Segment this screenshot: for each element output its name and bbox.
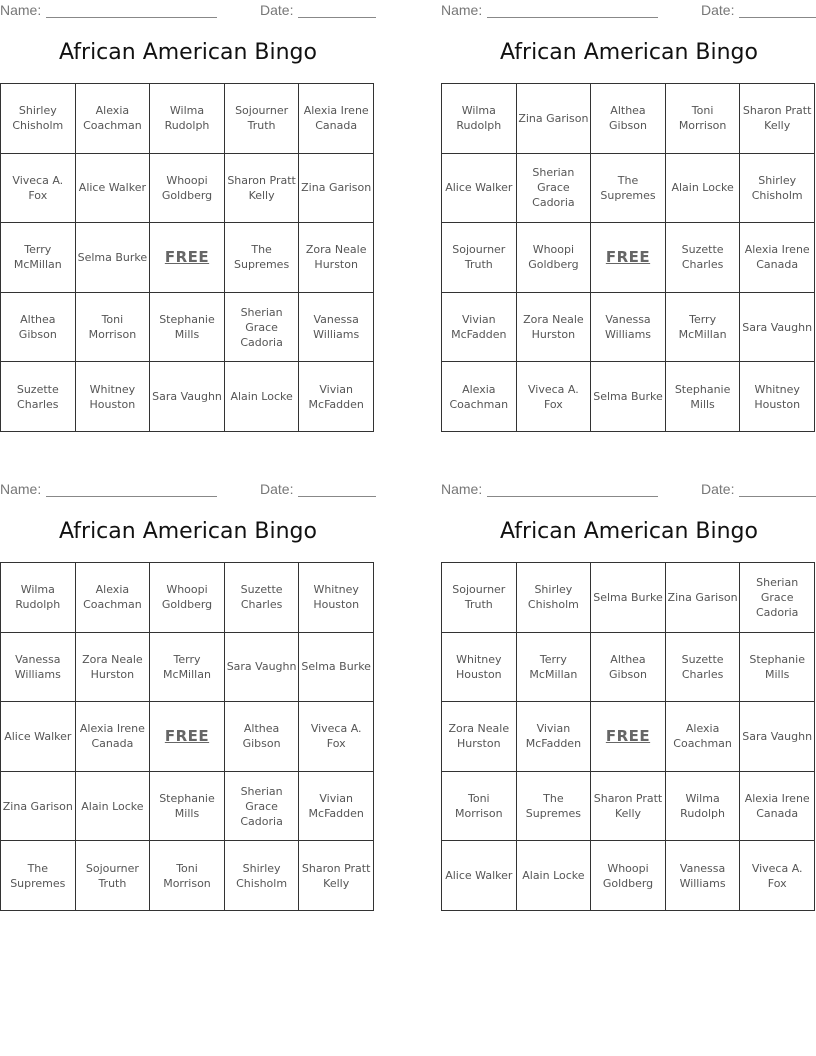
bingo-cell-label: Sojourner Truth [85, 861, 139, 890]
bingo-cell [76, 223, 151, 293]
bingo-grid [0, 562, 374, 911]
bingo-cell-label: Althea Gibson [608, 104, 647, 133]
bingo-cell-label: Vivian McFadden [451, 313, 507, 342]
bingo-cell [740, 84, 815, 154]
bingo-cell-label: Alain Locke [81, 799, 144, 813]
free-space-label: FREE [164, 726, 210, 745]
name-label: Name: [0, 481, 42, 497]
bingo-cell-label: Sherian Grace Cadoria [240, 784, 283, 828]
bingo-cell-label: Alice Walker [445, 869, 513, 883]
bingo-cell-label: Wilma Rudolph [15, 583, 61, 612]
bingo-grid [441, 562, 815, 911]
bingo-cell-label: Stephanie Mills [749, 652, 805, 681]
bingo-grid [441, 83, 815, 432]
bingo-cell-label: Alice Walker [4, 729, 72, 743]
bingo-cell-label: Selma Burke [77, 250, 148, 264]
card-title: African American Bingo [59, 519, 317, 544]
bingo-cell-label: Whoopi Goldberg [161, 173, 213, 202]
bingo-cell-label: Selma Burke [593, 390, 663, 404]
name-blank-line [46, 496, 217, 497]
bingo-cell [76, 84, 151, 154]
bingo-cell-label: Shirley Chisholm [12, 104, 64, 133]
bingo-cell-label: Sara Vaughn [742, 320, 813, 334]
name-date-row [441, 2, 816, 20]
bingo-cell-label: Toni Morrison [455, 792, 503, 821]
bingo-cell-label: Sherian Grace Cadoria [240, 305, 283, 349]
bingo-cell [591, 563, 666, 633]
bingo-cell [76, 702, 151, 772]
bingo-cell [1, 223, 76, 293]
bingo-cell-label: Alexia Irene Canada [79, 722, 145, 751]
bingo-cell-label: Toni Morrison [678, 104, 727, 133]
free-space-cell [150, 702, 225, 772]
bingo-cell [740, 154, 815, 224]
bingo-cell [225, 84, 300, 154]
bingo-cell-label: Sara Vaughn [742, 729, 813, 743]
bingo-cell-label: Vivian McFadden [525, 722, 582, 751]
bingo-cell [225, 293, 300, 363]
bingo-cell [517, 223, 592, 293]
bingo-cell-label: Sara Vaughn [226, 660, 297, 674]
bingo-cell-label: Alexia Irene Canada [744, 792, 810, 821]
bingo-card [0, 0, 376, 440]
bingo-card [441, 0, 816, 440]
bingo-cell [225, 362, 300, 432]
bingo-cell-label: Alexia Irene Canada [744, 243, 810, 272]
bingo-cell-label: Zina Garison [2, 799, 73, 813]
bingo-cell [150, 84, 225, 154]
bingo-cell-label: Althea Gibson [242, 722, 281, 751]
bingo-cell-label: Sharon Pratt Kelly [301, 861, 371, 890]
bingo-cell [150, 293, 225, 363]
bingo-cell-label: Zina Garison [667, 590, 738, 604]
bingo-cell [299, 772, 374, 842]
bingo-grid [0, 83, 374, 432]
bingo-cell-label: Viveca A. Fox [528, 382, 579, 411]
bingo-cell-label: Zora Neale Hurston [82, 652, 143, 681]
bingo-cell [150, 154, 225, 224]
bingo-cell-label: Whoopi Goldberg [602, 861, 654, 890]
bingo-cell [666, 293, 741, 363]
bingo-card [441, 479, 816, 919]
bingo-cell-label: Terry McMillan [163, 652, 211, 681]
bingo-cell [150, 563, 225, 633]
bingo-cell [740, 633, 815, 703]
bingo-cell-label: Stephanie Mills [159, 792, 215, 821]
bingo-cell-label: Shirley Chisholm [751, 173, 803, 202]
bingo-cell [591, 84, 666, 154]
bingo-cell [740, 293, 815, 363]
date-blank-line [298, 496, 376, 497]
bingo-cell-label: Zina Garison [518, 111, 589, 125]
bingo-cell-label: Vivian McFadden [308, 792, 364, 821]
bingo-cell-label: Alain Locke [522, 869, 585, 883]
bingo-cell [150, 362, 225, 432]
bingo-cell-label: Suzette Charles [681, 243, 724, 272]
bingo-cell [666, 84, 741, 154]
name-label: Name: [441, 2, 483, 18]
bingo-cell-label: Terry McMillan [678, 313, 727, 342]
bingo-cell-label: Shirley Chisholm [527, 583, 579, 612]
bingo-cell-label: Alice Walker [78, 181, 146, 195]
bingo-cell-label: Stephanie Mills [674, 382, 731, 411]
free-space-label: FREE [164, 247, 210, 266]
bingo-cell-label: Sharon Pratt Kelly [593, 792, 663, 821]
name-blank-line [487, 17, 658, 18]
bingo-cell [1, 702, 76, 772]
bingo-cell-label: Sojourner Truth [452, 583, 506, 612]
bingo-cell [517, 293, 592, 363]
bingo-cell [1, 841, 76, 911]
bingo-cell [76, 293, 151, 363]
bingo-cell-label: Whitney Houston [89, 382, 136, 411]
free-space-cell [591, 223, 666, 293]
name-label: Name: [0, 2, 42, 18]
bingo-cell-label: Alexia Irene Canada [303, 104, 369, 133]
name-date-row [0, 481, 376, 499]
bingo-cell [591, 841, 666, 911]
bingo-cell [442, 563, 517, 633]
bingo-cell [76, 841, 151, 911]
name-label: Name: [441, 481, 483, 497]
bingo-cell-label: Vanessa Williams [604, 313, 652, 342]
bingo-cell [299, 633, 374, 703]
bingo-cell [1, 362, 76, 432]
bingo-cell [591, 362, 666, 432]
bingo-cell [150, 772, 225, 842]
bingo-cell [517, 154, 592, 224]
bingo-cell-label: Whitney Houston [313, 583, 360, 612]
name-blank-line [46, 17, 217, 18]
bingo-cell [76, 563, 151, 633]
bingo-cell [517, 702, 592, 772]
bingo-cell [442, 84, 517, 154]
bingo-cell-label: Zora Neale Hurston [523, 313, 584, 342]
bingo-cell-label: Viveca A. Fox [310, 722, 362, 751]
bingo-cell [299, 154, 374, 224]
bingo-cell-label: Terry McMillan [529, 652, 578, 681]
bingo-cell [150, 633, 225, 703]
bingo-cell [666, 633, 741, 703]
bingo-cell-label: Sojourner Truth [235, 104, 289, 133]
bingo-cell-label: Alexia Coachman [449, 382, 509, 411]
bingo-cell [150, 841, 225, 911]
bingo-cell [299, 563, 374, 633]
bingo-cell [442, 772, 517, 842]
free-space-cell [591, 702, 666, 772]
bingo-cell [299, 841, 374, 911]
bingo-cell [1, 84, 76, 154]
bingo-cell-label: Whitney Houston [754, 382, 801, 411]
bingo-cell [517, 84, 592, 154]
bingo-cell-label: Zora Neale Hurston [448, 722, 510, 751]
bingo-cell-label: Shirley Chisholm [236, 861, 288, 890]
bingo-cell-label: Sara Vaughn [152, 390, 222, 404]
bingo-cell [740, 223, 815, 293]
bingo-cell [591, 772, 666, 842]
free-space-cell [150, 223, 225, 293]
bingo-cell [517, 563, 592, 633]
bingo-cell [299, 362, 374, 432]
card-title: African American Bingo [500, 519, 758, 544]
bingo-cell [299, 702, 374, 772]
bingo-cell-label: Terry McMillan [13, 243, 62, 272]
bingo-cell [740, 772, 815, 842]
bingo-cell [299, 223, 374, 293]
bingo-cell-label: Alice Walker [445, 181, 513, 195]
bingo-cell-label: Sherian Grace Cadoria [532, 166, 575, 210]
bingo-cell [76, 154, 151, 224]
bingo-cell-label: Toni Morrison [163, 861, 211, 890]
bingo-cell [299, 84, 374, 154]
bingo-cell-label: The Supremes [10, 861, 66, 890]
bingo-cell [740, 362, 815, 432]
card-title: African American Bingo [500, 40, 758, 65]
bingo-cell [442, 293, 517, 363]
bingo-cell-label: Zora Neale Hurston [305, 243, 367, 272]
bingo-cell-label: Stephanie Mills [159, 313, 215, 342]
bingo-cell [517, 841, 592, 911]
bingo-cell-label: Suzette Charles [16, 382, 59, 411]
name-date-row [0, 2, 376, 20]
bingo-cell-label: Zina Garison [301, 181, 372, 195]
bingo-cell-label: Viveca A. Fox [12, 173, 64, 202]
date-label: Date: [701, 481, 735, 497]
bingo-cell [225, 633, 300, 703]
name-date-row [441, 481, 816, 499]
bingo-cell [225, 772, 300, 842]
bingo-cell-label: Selma Burke [593, 590, 663, 604]
bingo-cell [740, 563, 815, 633]
date-blank-line [739, 17, 816, 18]
date-label: Date: [701, 2, 735, 18]
bingo-cell [591, 293, 666, 363]
bingo-cell-label: Sharon Pratt Kelly [742, 104, 812, 133]
free-space-label: FREE [605, 247, 651, 266]
bingo-cell-label: Vanessa Williams [14, 652, 61, 681]
bingo-cell [442, 633, 517, 703]
bingo-cell-label: Vanessa Williams [679, 861, 726, 890]
bingo-cell-label: Viveca A. Fox [751, 861, 803, 890]
bingo-cell [666, 841, 741, 911]
bingo-cell [76, 772, 151, 842]
bingo-cell-label: Selma Burke [301, 660, 371, 674]
date-label: Date: [260, 2, 294, 18]
bingo-cell-label: Alain Locke [671, 181, 734, 195]
bingo-cell-label: Whoopi Goldberg [161, 583, 213, 612]
bingo-cell-label: Sharon Pratt Kelly [227, 173, 296, 202]
bingo-cell-label: The Supremes [525, 792, 581, 821]
bingo-cell [666, 154, 741, 224]
bingo-cell [442, 841, 517, 911]
bingo-cell-label: Alexia Coachman [83, 583, 142, 612]
bingo-cell-label: Whitney Houston [455, 652, 502, 681]
bingo-cell [442, 154, 517, 224]
bingo-cell-label: Wilma Rudolph [680, 792, 726, 821]
bingo-cell-label: The Supremes [233, 243, 290, 272]
bingo-cell-label: Sherian Grace Cadoria [755, 575, 799, 619]
bingo-cell [76, 362, 151, 432]
bingo-cell-label: Wilma Rudolph [164, 104, 210, 133]
bingo-cell [442, 223, 517, 293]
bingo-cell [591, 154, 666, 224]
bingo-cell-label: Alexia Coachman [673, 722, 732, 751]
bingo-cell-label: Vivian McFadden [308, 382, 364, 411]
bingo-cell-label: Wilma Rudolph [456, 104, 502, 133]
bingo-cell [225, 702, 300, 772]
card-title: African American Bingo [59, 40, 317, 65]
bingo-cell [517, 633, 592, 703]
bingo-cell-label: Toni Morrison [88, 313, 137, 342]
bingo-cell [225, 154, 300, 224]
bingo-cell-label: Whoopi Goldberg [528, 243, 579, 272]
free-space-label: FREE [605, 726, 651, 745]
bingo-cell [1, 563, 76, 633]
bingo-card [0, 479, 376, 919]
bingo-cell [1, 154, 76, 224]
bingo-cell-label: Suzette Charles [681, 652, 724, 681]
bingo-cell [76, 633, 151, 703]
bingo-cell [666, 563, 741, 633]
name-blank-line [487, 496, 658, 497]
bingo-cell [225, 563, 300, 633]
bingo-cell [740, 702, 815, 772]
bingo-cell-label: Suzette Charles [240, 583, 283, 612]
bingo-cell [517, 772, 592, 842]
bingo-cell [1, 772, 76, 842]
bingo-cell [666, 702, 741, 772]
bingo-cell [225, 841, 300, 911]
bingo-cell [740, 841, 815, 911]
bingo-cell [666, 223, 741, 293]
date-label: Date: [260, 481, 294, 497]
bingo-cell-label: Alexia Coachman [83, 104, 142, 133]
bingo-cell-label: The Supremes [600, 173, 656, 202]
bingo-cell [442, 362, 517, 432]
bingo-cell [225, 223, 300, 293]
bingo-cell-label: Sojourner Truth [452, 243, 506, 272]
bingo-cell [1, 293, 76, 363]
bingo-cell-label: Althea Gibson [18, 313, 57, 342]
bingo-cell [442, 702, 517, 772]
date-blank-line [739, 496, 816, 497]
bingo-cell [666, 362, 741, 432]
date-blank-line [298, 17, 376, 18]
bingo-cell-label: Althea Gibson [608, 652, 647, 681]
bingo-cell [666, 772, 741, 842]
bingo-cell [1, 633, 76, 703]
bingo-cell [299, 293, 374, 363]
bingo-cell-label: Vanessa Williams [313, 313, 360, 342]
bingo-cell-label: Alain Locke [230, 390, 293, 404]
bingo-cell [591, 633, 666, 703]
bingo-cell [517, 362, 592, 432]
